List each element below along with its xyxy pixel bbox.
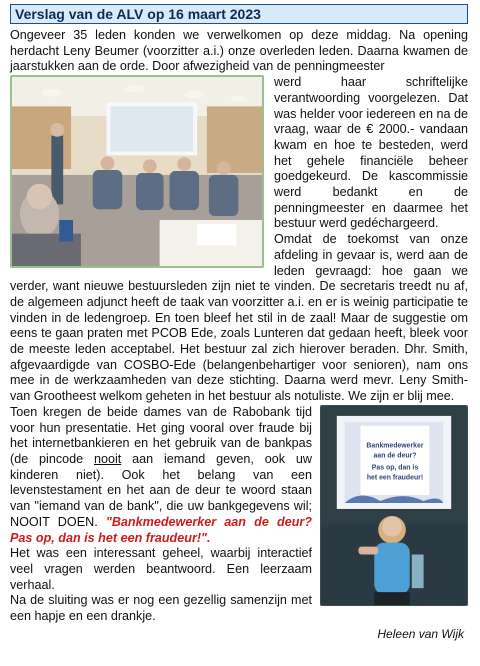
article-paragraph-1-intro bbox=[10, 28, 468, 75]
page-title: Verslag van de ALV op 16 maart 2023 bbox=[10, 4, 468, 24]
presentation-photo bbox=[320, 405, 468, 606]
paragraph-1-text: Ongeveer 35 leden konden we verwelkomen op deze middag. Na opening herdacht Leny Beumer (voorzitter a.i.) onze overleden leden. Daarna kwamen de jaarstukken aan de orde. Door afwezigheid van de penningmeester bbox=[10, 28, 468, 74]
meeting-photo-illustration bbox=[12, 77, 262, 266]
article-body bbox=[10, 28, 468, 642]
paragraph-3-text-a: Toen kregen de beide dames van de Rabobank tijd voor hun presentatie. Het ging vooral over fraude bij het internetbankieren en het gebruik van de bankpas (de pincode bbox=[10, 404, 312, 466]
meeting-photo bbox=[10, 75, 264, 268]
slide-title-line-3: Pas op, dan is bbox=[371, 464, 419, 472]
paragraph-3-underlined-word: nooit bbox=[93, 451, 122, 466]
paragraph-3-text-b: aan iemand geven, ook uw kinderen niet). Ook het belang van een levenstestament en het aan de deur te woord staan van "iemand van de bank", die uw bankgegevens wil; NOOIT DOEN. bbox=[10, 451, 312, 529]
paragraph-2-text: Omdat de toekomst van onze afdeling in gevaar is, werd aan de leden gevraagd: hoe gaan we verder, want nieuwe bestuursleden zijn niet te vinden. De secretaris treedt nu af, de algemeen adjunct heeft de taak van voorzitter a.i. en er is weinig participatie te vinden in de ledengroep. En toen bleef het stil in de zaal! Maar de suggestie om eens te gaan praten met PCOB Ede, zoals Lunteren dat gedaan heeft, bleek voor de meeste leden acceptabel. Het bestuur zal zich hierover beraden. Dhr. Smith, afgevaardigde van COSBO-Ede (belangenbehartiger voor senioren), nam ons mee in de werkzaamheden van deze stichting. Daarna werd mevr. Leny Smith-van Grootheest welkom geheten in het bestuur als notuliste. We zijn er blij mee. bbox=[10, 232, 468, 404]
presentation-photo-illustration bbox=[321, 406, 467, 605]
paragraph-1-text-continued: werd haar schriftelijke verantwoording voorgelezen. Dat was helder voor iedereen en na de vraag, waar de € 2000.- vandaan kwam en hoe te besteden, werd het gehele financiële beheer goedgekeurd. De kascommissie werd bedankt en de penningmeester en daarmee het bestuur werd gedéchargeerd. bbox=[274, 75, 468, 231]
slide-title-line-2: aan de deur? bbox=[373, 452, 417, 460]
author-signature: Heleen van Wijk bbox=[377, 626, 464, 641]
slide-title-line-4: het een fraudeur! bbox=[366, 474, 424, 482]
slide-title-line-1: Bankmedewerker bbox=[366, 442, 424, 450]
paragraph-3-emphasis-quote: "Bankmedewerker aan de deur? Pas op, dan is het een fraudeur!". bbox=[10, 514, 312, 545]
paragraph-5-text: Na de sluiting was er nog een gezellig samenzijn met een hapje en een drankje. bbox=[10, 593, 312, 624]
paragraph-4-text: Het was een interessant geheel, waarbij interactief veel vragen werden beantwoord. Een leerzaam verhaal. bbox=[10, 546, 312, 592]
